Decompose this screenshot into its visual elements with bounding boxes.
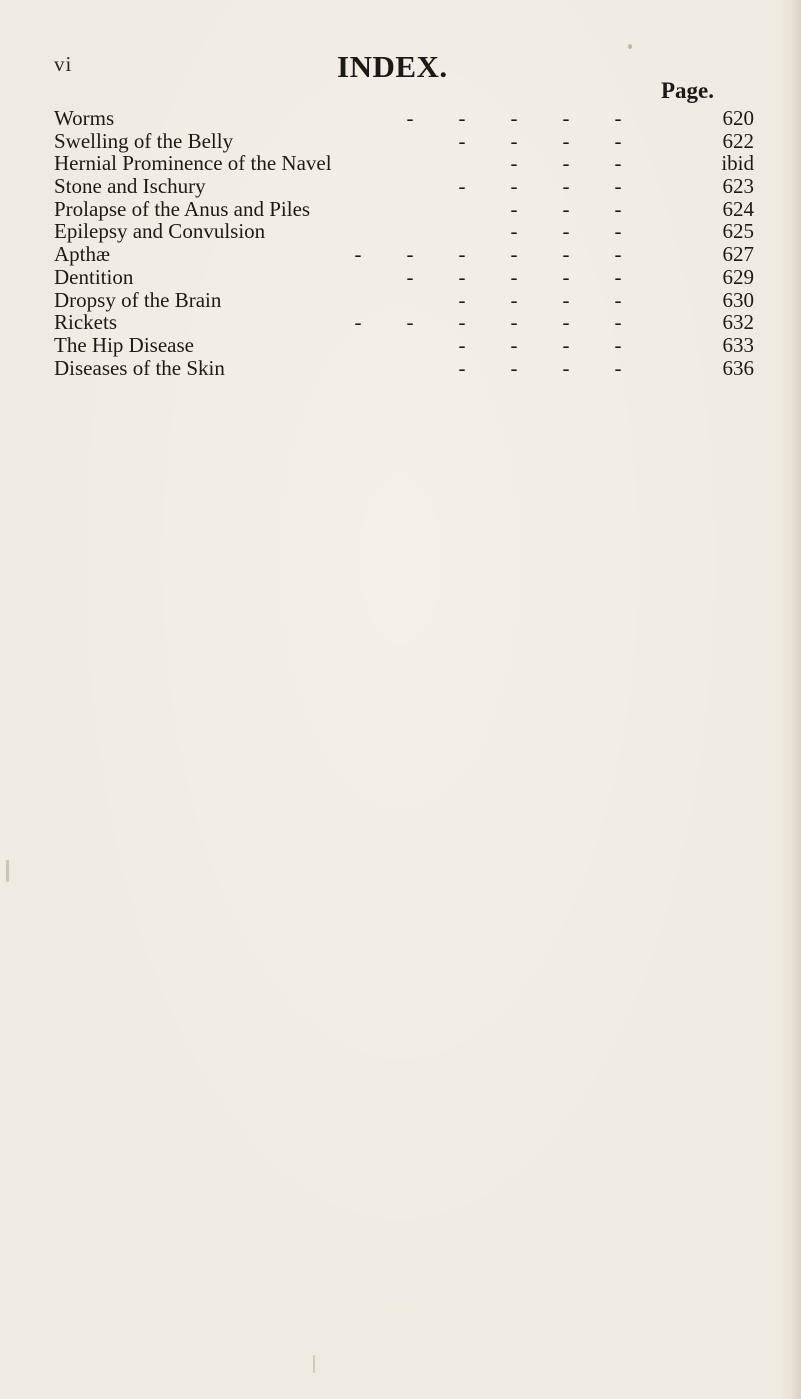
index-entry (54, 107, 754, 130)
index-entry (54, 266, 754, 289)
leader-dashes: - - - - - (406, 264, 622, 289)
entry-title: Epilepsy and Convulsion (54, 219, 266, 244)
index-entry (54, 130, 754, 153)
leader-dashes: - - - - (458, 174, 622, 199)
leader-dashes: - - - - (458, 128, 622, 153)
leader-dashes: - - - - (458, 355, 622, 380)
index-entry (54, 243, 754, 266)
index-list (54, 107, 754, 379)
index-entry (54, 289, 754, 312)
leader-dashes: - - - - - (406, 106, 622, 130)
paper-speck (313, 1355, 315, 1373)
entry-page: 630 (722, 287, 754, 312)
index-entry (54, 152, 754, 175)
leader-dashes: - - - (510, 219, 622, 244)
entry-page: 623 (722, 174, 754, 199)
entry-title: Prolapse of the Anus and Piles (54, 196, 311, 221)
entry-title: Rickets (54, 310, 117, 335)
index-entry (54, 198, 754, 221)
entry-title: Dentition (54, 264, 134, 289)
paper-speck (6, 860, 9, 882)
entry-title: Apthæ (54, 242, 111, 267)
page-edge-shadow (779, 0, 801, 1399)
leader-dashes: - - - (510, 151, 622, 176)
entry-title: Dropsy of the Brain (54, 287, 222, 312)
index-entry (54, 357, 754, 380)
entry-page: 632 (722, 310, 754, 335)
leader-dashes: - - - - (458, 287, 622, 312)
entry-title: Swelling of the Belly (54, 128, 234, 153)
page-column-label: Page. (661, 78, 715, 103)
entry-page: 625 (722, 219, 754, 244)
entry-page: 629 (722, 264, 754, 289)
index-entry (54, 220, 754, 243)
entry-page: 636 (722, 355, 754, 380)
entry-title: Hernial Prominence of the Navel (54, 151, 332, 176)
index-entry (54, 311, 754, 334)
entry-title: The Hip Disease (54, 332, 194, 357)
entry-page: 633 (722, 332, 754, 357)
entry-title: Worms (54, 106, 115, 130)
index-entry (54, 334, 754, 357)
index-entry (54, 175, 754, 198)
entry-title: Stone and Ischury (54, 174, 206, 199)
entry-title: Diseases of the Skin (54, 355, 225, 380)
entry-page: ibid (721, 151, 754, 176)
paper-speck (628, 44, 632, 49)
page-title: INDEX. (337, 49, 448, 84)
entry-page: 624 (722, 196, 754, 221)
leader-dashes: - - - - - - (354, 242, 622, 267)
entry-page: 622 (722, 128, 754, 153)
folio-number: vi (54, 52, 73, 76)
entry-page: 627 (722, 242, 754, 267)
leader-dashes: - - - - (458, 332, 622, 357)
leader-dashes: - - - - - - (354, 310, 622, 335)
entry-page: 620 (722, 106, 754, 130)
leader-dashes: - - - (510, 196, 622, 221)
